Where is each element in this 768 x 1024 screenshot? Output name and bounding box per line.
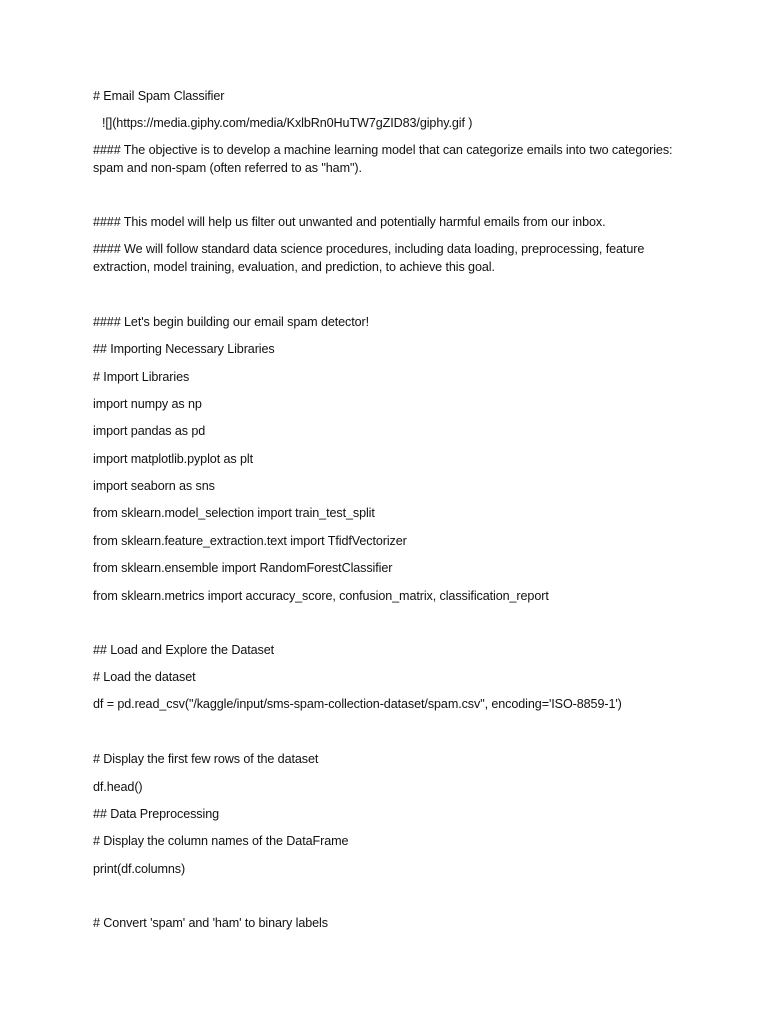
display-comment: # Display the first few rows of the dataset xyxy=(93,752,319,766)
objective-paragraph: #### The objective is to develop a machine learning model that can categorize emails into two categories: spam and non-spam (often referred to as "ham"). xyxy=(93,143,673,175)
code-line: from sklearn.model_selection import train_test_split xyxy=(93,506,375,520)
code-line: import seaborn as sns xyxy=(93,479,215,493)
code-line: df = pd.read_csv("/kaggle/input/sms-spam-collection-dataset/spam.csv", encoding='ISO-8859-1') xyxy=(93,697,622,711)
convert-comment: # Convert 'spam' and 'ham' to binary labels xyxy=(93,916,328,930)
document-title: # Email Spam Classifier xyxy=(93,89,225,103)
code-line: import pandas as pd xyxy=(93,424,206,438)
import-libraries-comment: # Import Libraries xyxy=(93,370,190,384)
columns-comment: # Display the column names of the DataFrame xyxy=(93,834,349,848)
filter-paragraph: #### This model will help us filter out unwanted and potentially harmful emails from our inbox. xyxy=(93,215,606,229)
code-line: print(df.columns) xyxy=(93,862,186,876)
code-line: import numpy as np xyxy=(93,397,202,411)
load-comment: # Load the dataset xyxy=(93,670,196,684)
importing-heading: ## Importing Necessary Libraries xyxy=(93,342,275,356)
begin-paragraph: #### Let's begin building our email spam detector! xyxy=(93,315,370,329)
preprocessing-heading: ## Data Preprocessing xyxy=(93,807,220,821)
procedures-paragraph: #### We will follow standard data science procedures, including data loading, preprocessing, feature extraction, model training, evaluation, and prediction, to achieve this goal. xyxy=(93,242,645,274)
image-link: ![](https://media.giphy.com/media/KxlbRn0HuTW7gZID83/giphy.gif ) xyxy=(102,116,473,130)
code-line: df.head() xyxy=(93,780,143,794)
code-line: import matplotlib.pyplot as plt xyxy=(93,452,253,466)
code-line: from sklearn.ensemble import RandomForestClassifier xyxy=(93,561,393,575)
load-heading: ## Load and Explore the Dataset xyxy=(93,643,275,657)
code-line: from sklearn.metrics import accuracy_score, confusion_matrix, classification_report xyxy=(93,589,549,603)
code-line: from sklearn.feature_extraction.text import TfidfVectorizer xyxy=(93,534,407,548)
